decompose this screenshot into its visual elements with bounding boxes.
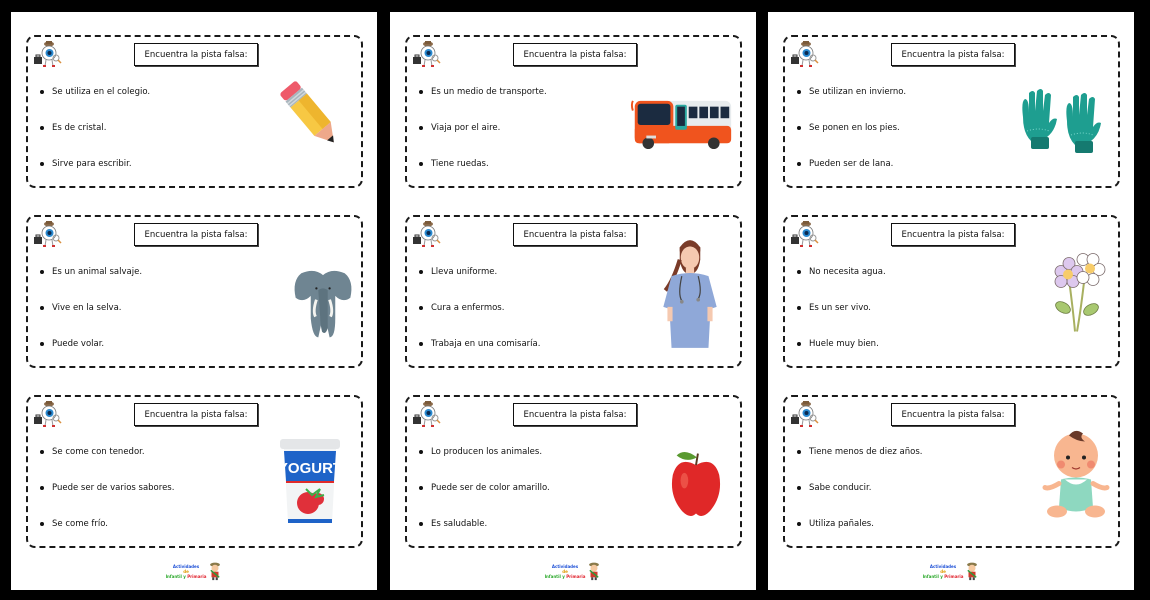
bullet-icon bbox=[797, 270, 801, 274]
bullet-icon bbox=[797, 342, 801, 346]
bullet-icon bbox=[419, 90, 423, 94]
gloves-icon bbox=[1017, 87, 1107, 157]
bullet-icon bbox=[40, 522, 44, 526]
clue-text: Es de cristal. bbox=[52, 123, 107, 133]
bullet-icon bbox=[40, 126, 44, 130]
bullet-icon bbox=[797, 162, 801, 166]
worksheet-page-3 bbox=[768, 12, 1134, 590]
clue-text: No necesita agua. bbox=[809, 267, 886, 277]
pencil-icon bbox=[274, 75, 346, 153]
clue-item bbox=[797, 267, 886, 277]
clue-item bbox=[797, 159, 893, 169]
clue-text: Es saludable. bbox=[431, 519, 488, 529]
footer-logo bbox=[540, 558, 606, 584]
clue-item bbox=[40, 447, 145, 457]
clue-item bbox=[40, 159, 132, 169]
card-title: Encuentra la pista falsa: bbox=[891, 223, 1015, 246]
clue-card bbox=[783, 215, 1120, 368]
clue-card bbox=[26, 35, 363, 188]
nurse-icon bbox=[659, 233, 721, 351]
detective-eye-icon bbox=[790, 399, 820, 429]
bullet-icon bbox=[40, 486, 44, 490]
baby-icon bbox=[1041, 427, 1111, 523]
clue-item bbox=[797, 447, 922, 457]
logo-kid-icon bbox=[965, 561, 979, 581]
detective-eye-icon bbox=[412, 219, 442, 249]
card-title: Encuentra la pista falsa: bbox=[134, 43, 258, 66]
bullet-icon bbox=[797, 450, 801, 454]
card-title: Encuentra la pista falsa: bbox=[513, 403, 637, 426]
yogurt-icon bbox=[278, 437, 342, 527]
logo-kid-icon bbox=[587, 561, 601, 581]
bullet-icon bbox=[419, 486, 423, 490]
clue-item bbox=[797, 303, 871, 313]
clue-item bbox=[40, 483, 174, 493]
clue-card bbox=[783, 395, 1120, 548]
clue-text: Se ponen en los pies. bbox=[809, 123, 900, 133]
bullet-icon bbox=[419, 270, 423, 274]
clue-text: Es un medio de transporte. bbox=[431, 87, 547, 97]
clue-item bbox=[40, 519, 108, 529]
card-title: Encuentra la pista falsa: bbox=[513, 43, 637, 66]
card-title: Encuentra la pista falsa: bbox=[891, 43, 1015, 66]
clue-card bbox=[783, 35, 1120, 188]
clue-card bbox=[405, 395, 742, 548]
card-title: Encuentra la pista falsa: bbox=[891, 403, 1015, 426]
worksheet-page-2 bbox=[390, 12, 756, 590]
bullet-icon bbox=[40, 90, 44, 94]
clue-item bbox=[797, 483, 871, 493]
bullet-icon bbox=[40, 162, 44, 166]
bullet-icon bbox=[40, 306, 44, 310]
clue-text: Huele muy bien. bbox=[809, 339, 879, 349]
clue-item bbox=[40, 87, 150, 97]
flowers-icon bbox=[1047, 249, 1107, 335]
clue-text: Es un animal salvaje. bbox=[52, 267, 143, 277]
bullet-icon bbox=[419, 522, 423, 526]
bus-icon bbox=[629, 95, 735, 153]
clue-text: Lo producen los animales. bbox=[431, 447, 543, 457]
elephant-icon bbox=[290, 259, 356, 345]
clue-item bbox=[419, 303, 504, 313]
clue-text: Puede ser de color amarillo. bbox=[431, 483, 550, 493]
footer-logo bbox=[918, 558, 984, 584]
bullet-icon bbox=[419, 306, 423, 310]
logo-text: Actividades de Infantil y Primaria bbox=[165, 563, 207, 579]
clue-text: Tiene menos de diez años. bbox=[809, 447, 923, 457]
clue-item bbox=[419, 123, 500, 133]
clue-text: Puede ser de varios sabores. bbox=[52, 483, 175, 493]
detective-eye-icon bbox=[412, 399, 442, 429]
bullet-icon bbox=[419, 162, 423, 166]
card-title: Encuentra la pista falsa: bbox=[513, 223, 637, 246]
detective-eye-icon bbox=[33, 399, 63, 429]
card-title: Encuentra la pista falsa: bbox=[134, 223, 258, 246]
clue-item bbox=[40, 339, 104, 349]
detective-eye-icon bbox=[790, 219, 820, 249]
bullet-icon bbox=[797, 126, 801, 130]
clue-text: Se come con tenedor. bbox=[52, 447, 145, 457]
clue-text: Se come frío. bbox=[52, 519, 109, 529]
clue-item bbox=[419, 447, 542, 457]
logo-kid-icon bbox=[208, 561, 222, 581]
clue-text: Utiliza pañales. bbox=[809, 519, 874, 529]
clue-item bbox=[419, 267, 497, 277]
logo-text: Actividades de Infantil y Primaria bbox=[544, 563, 586, 579]
clue-text: Vive en la selva. bbox=[52, 303, 122, 313]
clue-card bbox=[26, 395, 363, 548]
bullet-icon bbox=[40, 270, 44, 274]
clue-item bbox=[40, 303, 122, 313]
clue-item bbox=[40, 267, 142, 277]
clue-text: Se utiliza en el colegio. bbox=[52, 87, 151, 97]
bullet-icon bbox=[797, 90, 801, 94]
clue-card bbox=[405, 35, 742, 188]
clue-item bbox=[797, 87, 906, 97]
detective-eye-icon bbox=[412, 39, 442, 69]
bullet-icon bbox=[797, 486, 801, 490]
worksheet-page-1 bbox=[11, 12, 377, 590]
detective-eye-icon bbox=[790, 39, 820, 69]
bullet-icon bbox=[419, 450, 423, 454]
card-title: Encuentra la pista falsa: bbox=[134, 403, 258, 426]
clue-text: Se utilizan en invierno. bbox=[809, 87, 907, 97]
clue-item bbox=[419, 159, 489, 169]
clue-text: Sirve para escribir. bbox=[52, 159, 132, 169]
clue-item bbox=[797, 339, 879, 349]
bullet-icon bbox=[419, 342, 423, 346]
logo-text: Actividades de Infantil y Primaria bbox=[922, 563, 964, 579]
clue-item bbox=[419, 519, 487, 529]
clue-item bbox=[797, 123, 900, 133]
clue-item bbox=[419, 483, 550, 493]
clue-text: Lleva uniforme. bbox=[431, 267, 498, 277]
clue-item bbox=[419, 339, 540, 349]
clue-item bbox=[40, 123, 106, 133]
apple-icon bbox=[667, 447, 725, 521]
footer-logo bbox=[161, 558, 227, 584]
clue-card bbox=[26, 215, 363, 368]
detective-eye-icon bbox=[33, 219, 63, 249]
clue-text: Tiene ruedas. bbox=[431, 159, 489, 169]
bullet-icon bbox=[797, 306, 801, 310]
bullet-icon bbox=[419, 126, 423, 130]
clue-text: Pueden ser de lana. bbox=[809, 159, 894, 169]
clue-text: Trabaja en una comisaría. bbox=[431, 339, 541, 349]
bullet-icon bbox=[797, 522, 801, 526]
clue-text: Sabe conducir. bbox=[809, 483, 872, 493]
clue-item bbox=[797, 519, 874, 529]
clue-card bbox=[405, 215, 742, 368]
clue-item bbox=[419, 87, 547, 97]
clue-text: Puede volar. bbox=[52, 339, 105, 349]
bullet-icon bbox=[40, 450, 44, 454]
clue-text: Es un ser vivo. bbox=[809, 303, 872, 313]
clue-text: Viaja por el aire. bbox=[431, 123, 501, 133]
clue-text: Cura a enfermos. bbox=[431, 303, 505, 313]
detective-eye-icon bbox=[33, 39, 63, 69]
bullet-icon bbox=[40, 342, 44, 346]
